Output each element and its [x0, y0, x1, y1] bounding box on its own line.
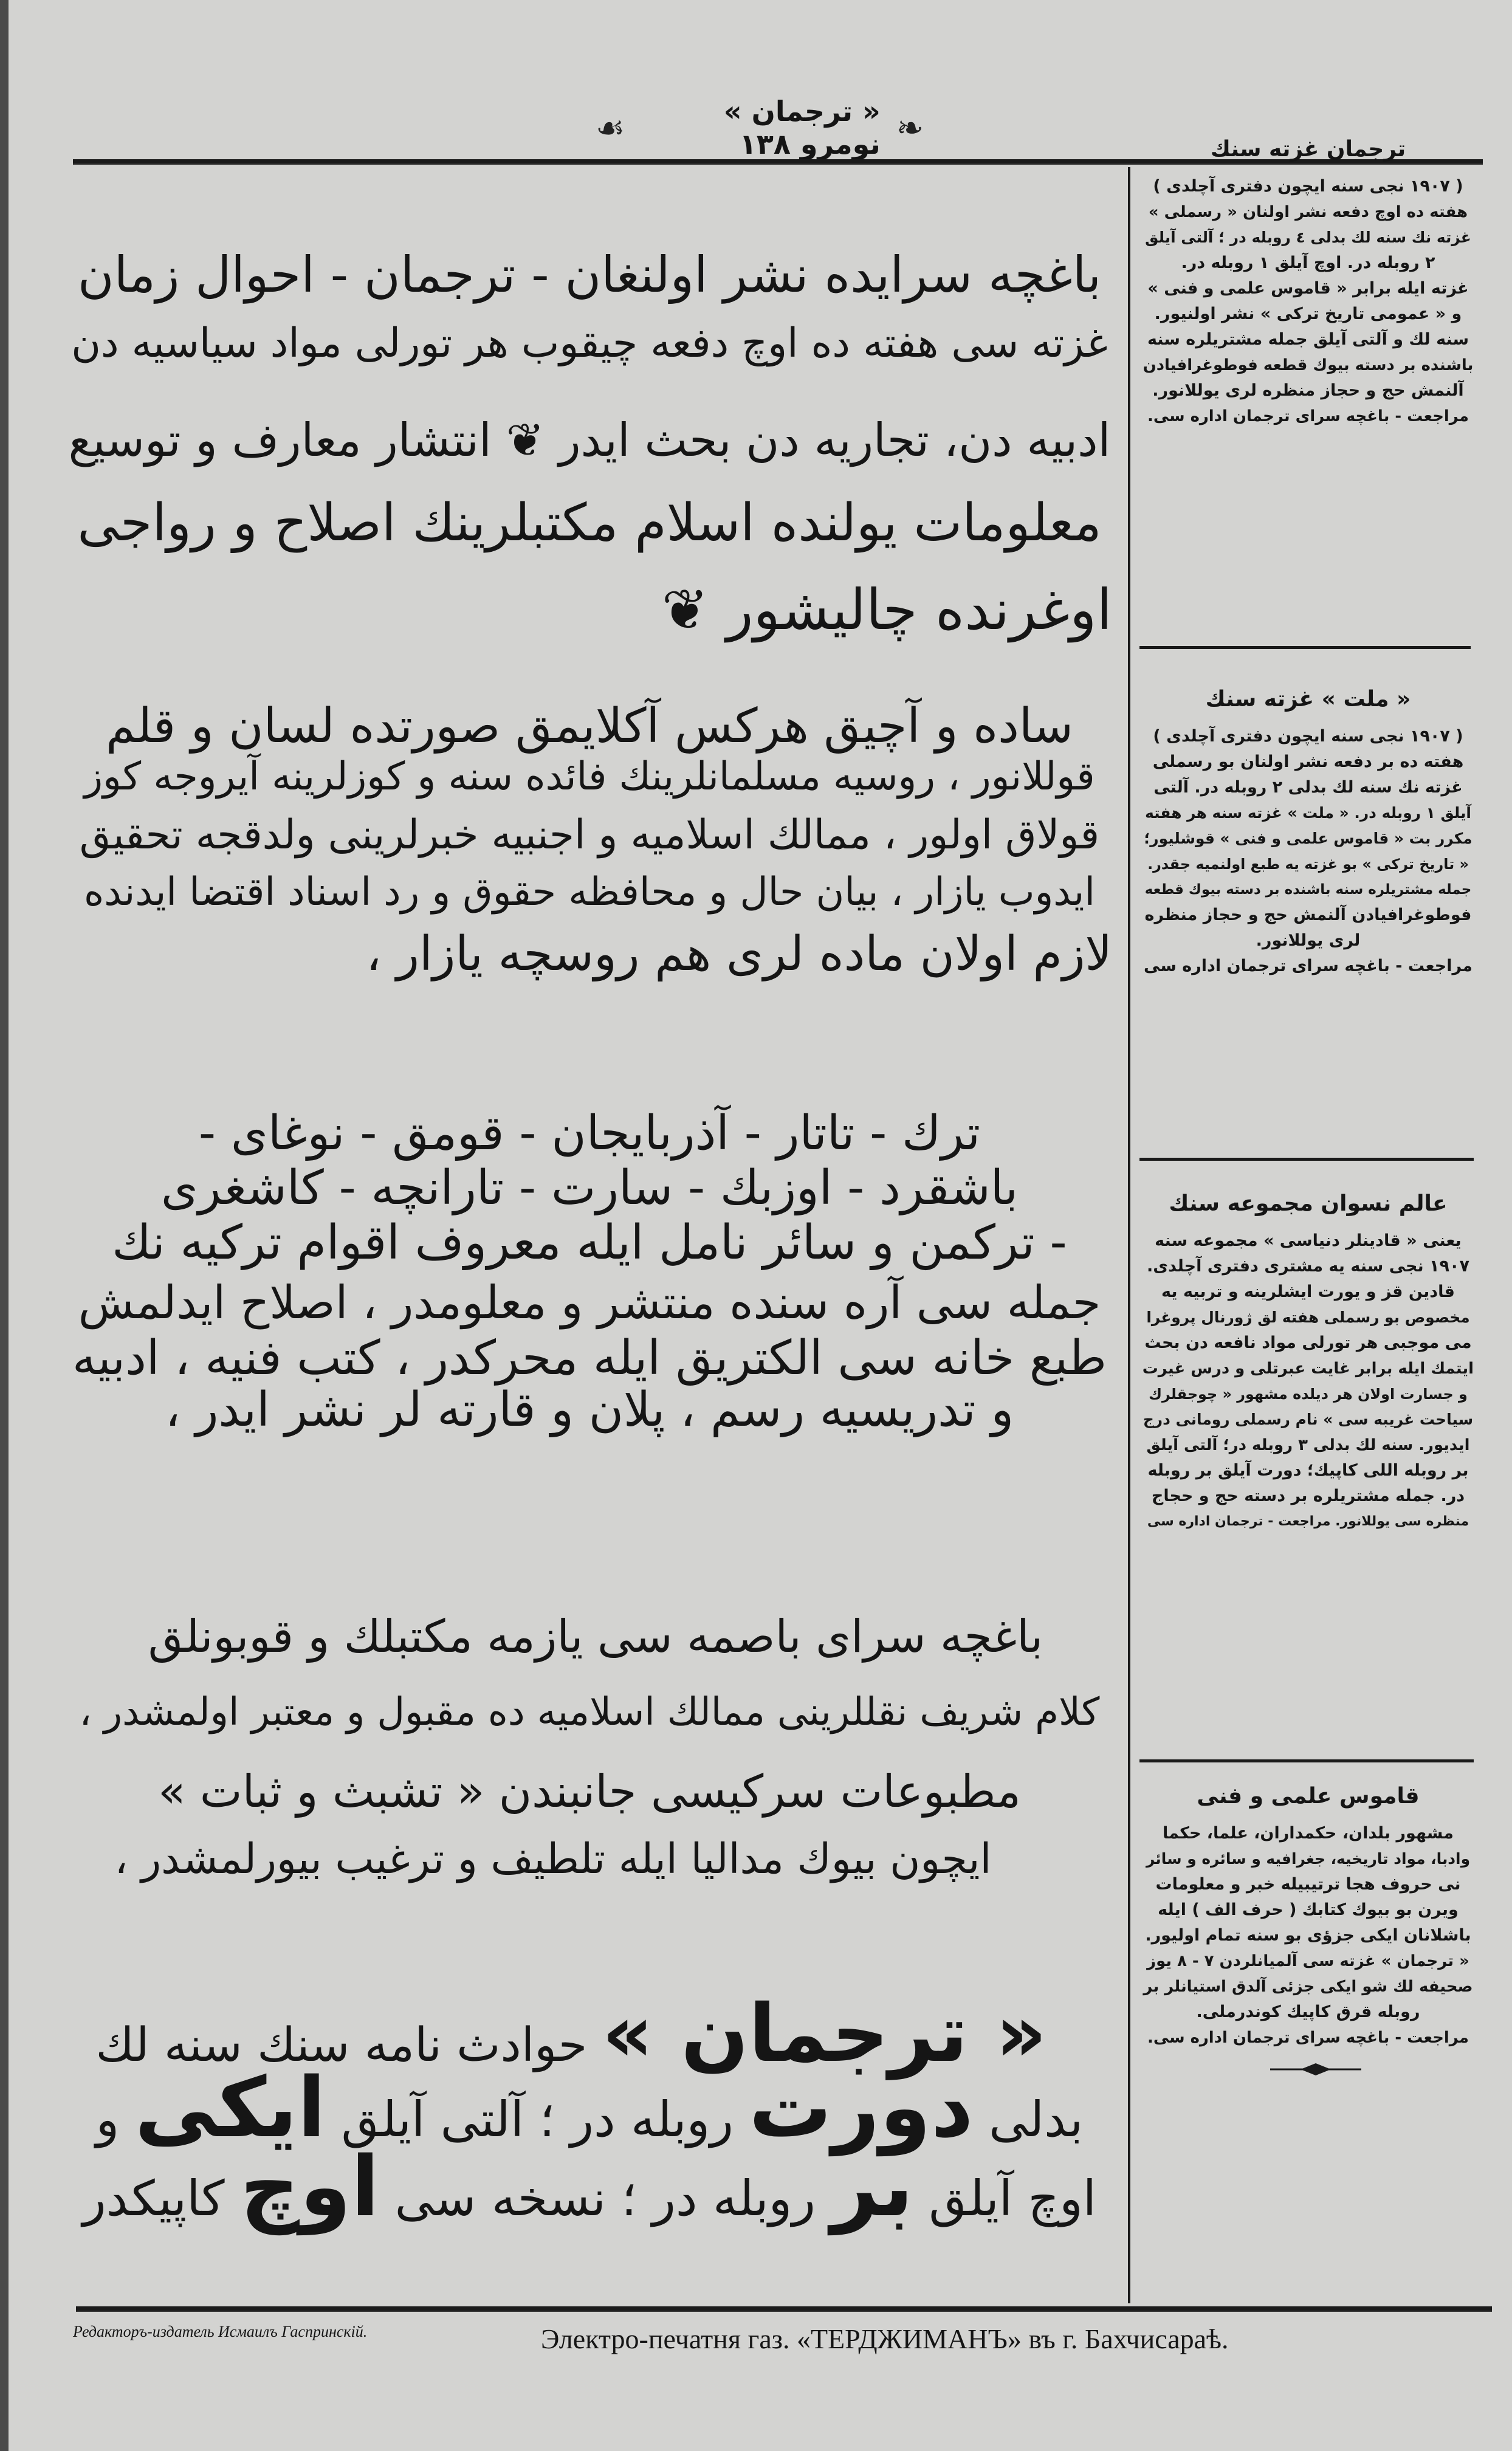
notice-line: مراجعت - باغچه سرای ترجمان اداره سی. [1147, 2029, 1469, 2047]
text-segment: کاپیکدر [82, 2170, 225, 2227]
paper-name: « ترجمان » [602, 1987, 1047, 2080]
notice-line: « ترجمان » غزته سی آلمیانلردن ۷ - ۸ یوز [1147, 1952, 1469, 1970]
notice-line: بر روبله اللی کاپیك؛ دورت آیلق بر روبله [1147, 1461, 1469, 1480]
notice-line: غزته نك سنه لك بدلی ٤ روبله در ؛ آلتی آیلق [1145, 229, 1471, 246]
notice-line: می موجبی هر تورلی مواد نافعه دن بحث [1144, 1333, 1472, 1352]
text-line: ساده و آچیق هرکس آکلایمق صورتده لسان و قلم [106, 699, 1073, 754]
notice-line: سنه لك و آلتی آیلق جمله مشتریلره سنه [1147, 330, 1469, 349]
notice-line: و جسارت اولان هر دیلده مشهور « چوجقلرك [1149, 1386, 1468, 1403]
price-emphasis: اوچ [240, 2139, 380, 2235]
notice-line: ایدیور. سنه لك بدلی ۳ روبله در؛ آلتی آیلق [1146, 1436, 1470, 1454]
notice-line: ۱۹۰۷ نجی سنه یه مشتری دفتری آچلدی. [1147, 1257, 1469, 1276]
text-line: غزته سی هفته ده اوچ دفعه چیقوب هر تورلی مواد سیاسیه دن [71, 319, 1108, 366]
scan-edge [0, 0, 9, 2451]
footer-rule [76, 2306, 1492, 2312]
notice-line: آلنمش حج و حجاز منظره لری یوللانور. [1152, 381, 1464, 400]
notice-line: نی حروف هجا ترتیبیله خبر و معلومات [1155, 1875, 1461, 1894]
text-line: لازم اولان ماده لری هم روسچه یازار ، [366, 927, 1112, 981]
notice-line: ( ۱۹۰۷ نجی سنه ایچون دفتری آچلدی ) [1153, 177, 1463, 196]
text-line: مطبوعات سرکیسی جانبندن « تشبث و ثبات » [158, 1765, 1021, 1818]
text-line: جمله سی آره سنده منتشر و معلومدر ، اصلاح ایدلمش [78, 1276, 1101, 1329]
subscription-line [67, 2139, 1112, 2235]
text-line: طبع خانه سی الکتریق ایله محرکدر ، کتب فنیه ، ادبیه [72, 1331, 1107, 1386]
notice-line: ایتمك ایله برابر غایت عبرتلی و درس غیرت [1142, 1360, 1474, 1378]
notice-line: « تاریخ ترکی » بو غزته یه طبع اولنمیه جقدر. [1147, 856, 1469, 873]
notice-line: مراجعت - باغچه سرای ترجمان اداره سی. [1147, 407, 1469, 425]
notice-line: غزته نك سنه لك بدلی ۲ روبله در. آلتی [1153, 778, 1463, 797]
notice-line: غزته ایله برابر « قاموس علمی و فنی » [1147, 279, 1469, 298]
sidebar-section [1143, 137, 1474, 429]
notice-line: هفته ده بر دفعه نشر اولنان بو رسملی [1152, 752, 1464, 771]
text-line: قولاق اولور ، ممالك اسلامیه و اجنبیه خبرلرینی ولدقجه تحقیق [79, 811, 1100, 858]
text-line: ادبیه دن، تجاریه دن بحث ایدر ❦ انتشار معارف و توسیع [68, 413, 1111, 467]
notice-line: باشلانان ایکی جزؤی بو سنه تمام اولیور. [1145, 1926, 1471, 1945]
notice-line: منظره سی یوللانور. مراجعت - ترجمان اداره سی [1147, 1514, 1469, 1529]
notice-line: سیاحت غریبه سی » نام رسملی رومانی درج [1143, 1411, 1474, 1428]
text-segment: روبله در ؛ آلتی آیلق [341, 2091, 734, 2148]
text-line: قوللانور ، روسیه مسلمانلرینك فائده سنه و کوزلرینه آیروجه کوز [84, 754, 1095, 799]
text-segment: روبله در ؛ نسخه سی [394, 2170, 816, 2227]
sidebar-section [1143, 1191, 1474, 1535]
text-segment: اوچ آیلق [929, 2170, 1097, 2227]
notice-line: جمله مشتریلره سنه باشنده بر دسته بیوك قطعه [1144, 882, 1472, 898]
text-segment: بدلی [989, 2091, 1084, 2148]
price-emphasis: ایکی [134, 2060, 326, 2156]
notice-line: مشهور بلدان، حکمداران، علما، حکما [1163, 1824, 1454, 1843]
text-line: و تدریسیه رسم ، پلان و قارته لر نشر ایدر ، [165, 1383, 1014, 1437]
text-line: ایدوب یازار ، بیان حال و محافظه حقوق و رد اسناد اقتضا ایدنده [83, 869, 1096, 914]
column-divider [1128, 167, 1130, 2303]
section-divider [1139, 646, 1471, 649]
text-line: باشقرد - اوزبك - سارت - تارانچه - کاشغری [160, 1161, 1019, 1215]
notice-line: قادین قز و یورت ایشلرینه و تربیه یه [1161, 1282, 1455, 1301]
text-segment: و [95, 2091, 120, 2148]
text-line: ترك - تاتار - آذربایجان - قومق - نوغای - [198, 1106, 981, 1161]
section-title: قاموس علمی و فنی [1197, 1784, 1420, 1809]
ornament-icon: ☙ [596, 108, 625, 147]
text-line: باغچه سرای باصمه سی یازمه مکتبلك و قوبونلق [148, 1611, 1043, 1663]
text-line: معلومات یولنده اسلام مکتبلرینك اصلاح و رواجی [77, 492, 1102, 552]
notice-line: ۲ روبله در. اوچ آیلق ۱ روبله در. [1181, 253, 1435, 272]
text-line: ایچون بیوك مدالیا ایله تلطیف و ترغیب بیورلمشدر ، [114, 1835, 992, 1883]
section-title: ترجمان غزته سنك [1210, 137, 1406, 162]
section-divider [1139, 1759, 1474, 1762]
section-title: « ملت » غزته سنك [1205, 687, 1411, 712]
notice-line: ویرن بو بیوك کتابك ( حرف الف ) ایله [1158, 1900, 1459, 1919]
section-divider [1139, 1158, 1474, 1161]
notice-line: باشنده بر دسته بیوك قطعه فوطوغرافیادن [1143, 356, 1474, 374]
page-header [596, 95, 924, 160]
notice-line: لری یوللانور. [1256, 931, 1361, 950]
notice-line: آیلق ۱ روبله در. « ملت » غزته سنه هر هفته [1145, 804, 1471, 822]
notice-line: مخصوص بو رسملی هفته لق ژورنال پروغرا [1146, 1308, 1470, 1326]
price-emphasis: دورت [749, 2060, 974, 2156]
notice-line: و « عمومی تاریخ ترکی » نشر اولنیور. [1154, 304, 1462, 323]
notice-line: مکرر بت « قاموس علمی و فنی » قوشلیور؛ [1144, 830, 1472, 847]
sidebar-section [1143, 1784, 1474, 2051]
notice-line: یعنی « قادینلر دنیاسی » مجموعه سنه [1155, 1231, 1462, 1250]
price-emphasis: بر [831, 2139, 913, 2235]
diamond-ornament-icon [1270, 2063, 1361, 2075]
text-line: کلام شریف نقللرینی ممالك اسلامیه ده مقبول و معتبر اولمشدر ، [79, 1690, 1100, 1734]
notice-line: در. جمله مشتریلره بر دسته حج و حجاج [1151, 1487, 1465, 1505]
header-title: « ترجمان » نومرو ۱۳۸ [723, 95, 881, 160]
section-title: عالم نسوان مجموعه سنك [1169, 1191, 1448, 1216]
text-segment: حوادث نامه سنك سنه لك [95, 2018, 588, 2072]
footer-press: Электро-печатня газ. «ТЕРДЖИМАНЪ» въ г. Бахчисараѣ. [541, 2323, 1229, 2354]
notice-line: صحیفه لك شو ایکی جزئی آلدق استیانلر بر [1143, 1978, 1473, 1996]
notice-line: فوطوغرافیادن آلنمش حج و حجاز منظره [1144, 906, 1472, 924]
text-line: اوغرنده چالیشور ❦ [661, 577, 1112, 642]
text-line: باغچه سرایده نشر اولنغان - ترجمان - احوال زمان [77, 246, 1102, 304]
text-line: - ترکمن و سائر نامل ایله معروف اقوام ترکیه نك [112, 1215, 1067, 1270]
footer-editor: Редакторъ-издатель Исмаилъ Гаспринскій. [73, 2323, 368, 2340]
ornament-icon: ❧ [896, 108, 924, 147]
notice-line: هفته ده اوچ دفعه نشر اولنان « رسملی » [1148, 203, 1468, 221]
sidebar-section [1143, 687, 1474, 979]
notice-line: روبله قرق کاپیك کوندرملی. [1196, 2002, 1420, 2021]
notice-line: وادبا، مواد تاریخیه، جغرافیه و سائره و سائر [1146, 1850, 1471, 1868]
notice-line: مراجعت - باغچه سرای ترجمان اداره سی [1144, 957, 1472, 975]
notice-line: ( ۱۹۰۷ نجی سنه ایچون دفتری آچلدی ) [1153, 727, 1463, 746]
